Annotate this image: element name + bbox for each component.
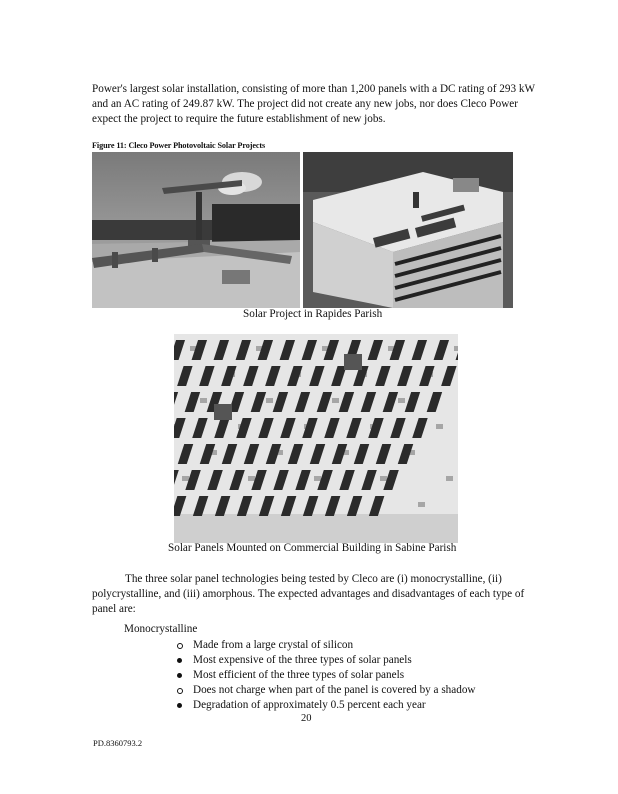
monocrystalline-heading: Monocrystalline <box>124 623 198 635</box>
figure-caption: Figure 11: Cleco Power Photovoltaic Solar Projects <box>92 141 266 150</box>
sabine-caption: Solar Panels Mounted on Commercial Building in Sabine Parish <box>168 542 457 554</box>
list-item: Degradation of approximately 0.5 percent each year <box>175 698 476 713</box>
list-item: Most efficient of the three types of solar panels <box>175 668 476 683</box>
commercial-roof-panels-photo <box>174 334 458 543</box>
rapides-caption: Solar Project in Rapides Parish <box>243 308 383 320</box>
building-aerial-photo <box>303 152 513 308</box>
rooftop-tracker-photo <box>92 152 300 308</box>
document-id: PD.8360793.2 <box>93 738 143 748</box>
intro-paragraph: Power's largest solar installation, consisting of more than 1,200 panels with a DC rating of 293 kW and an AC rating of 249.87 kW. The project did not create any new jobs, nor does Cleco Power expect the project to require the future establishment of new jobs. <box>92 83 535 125</box>
page-number: 20 <box>301 713 312 724</box>
monocrystalline-bullet-list <box>175 638 476 713</box>
list-item: Does not charge when part of the panel is covered by a shadow <box>175 683 476 698</box>
list-item: Most expensive of the three types of solar panels <box>175 653 476 668</box>
body-paragraph: The three solar panel technologies being tested by Cleco are (i) monocrystalline, (ii) polycrystalline, and (iii) amorphous. The expected advantages and disadvantages of each type of panel are: <box>92 573 525 615</box>
list-item: Made from a large crystal of silicon <box>175 638 476 653</box>
